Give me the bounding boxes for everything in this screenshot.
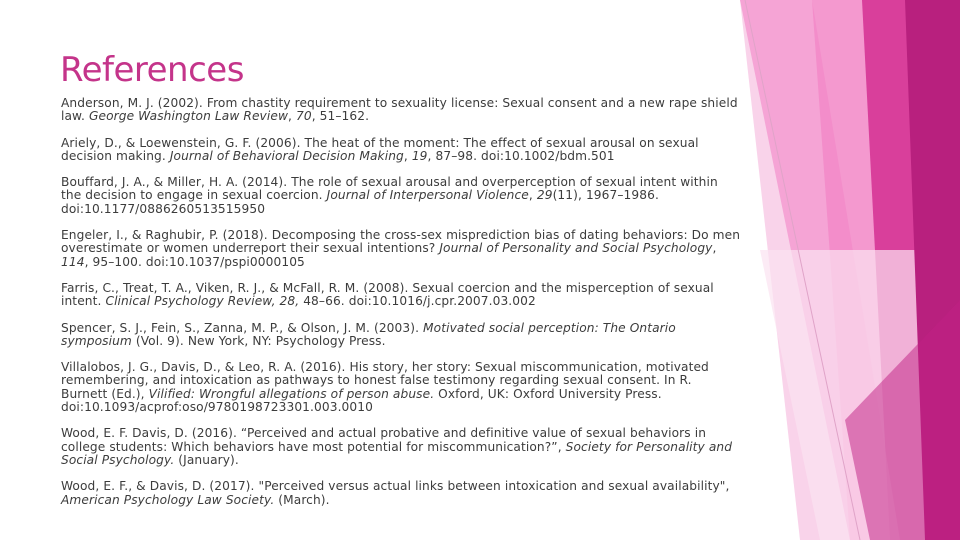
reference-text: , 95–100. doi:10.1037/pspi0000105 <box>84 254 305 269</box>
reference-text: Wood, E. F., & Davis, D. (2017). "Perceived versus actual links between intoxication and sexual availability", <box>61 479 730 494</box>
reference-text: (January). <box>174 452 239 467</box>
reference-text: , <box>528 188 537 203</box>
reference-italic-text: Society for Personality and Social Psychology. <box>61 439 733 467</box>
reference-item <box>61 97 741 124</box>
reference-text: , 87–98. doi:10.1002/bdm.501 <box>427 148 615 163</box>
reference-italic-text: Journal of Personality and Social Psychology <box>439 241 713 256</box>
page-title: References <box>60 50 244 90</box>
reference-italic-text: 114 <box>61 254 85 269</box>
reference-italic-text: Journal of Behavioral Decision Making <box>169 148 404 163</box>
reference-italic-text: American Psychology Law Society. <box>61 492 275 507</box>
reference-italic-text: Clinical Psychology Review, 28, <box>105 294 300 309</box>
reference-text: , 51–162. <box>311 109 370 124</box>
reference-text: (Vol. 9). New York, NY: Psychology Press. <box>131 333 386 348</box>
reference-text: , <box>712 241 717 256</box>
reference-item <box>61 282 741 309</box>
reference-italic-text: George Washington Law Review <box>88 109 289 124</box>
reference-item <box>61 176 741 216</box>
reference-text: , <box>288 109 296 124</box>
reference-text: 48–66. doi:10.1016/j.cpr.2007.03.002 <box>299 294 536 309</box>
reference-list <box>61 97 741 520</box>
reference-item <box>61 229 741 269</box>
reference-text: (11), 1967–1986. doi:10.1177/0886260513515950 <box>61 188 659 216</box>
reference-italic-text: 19 <box>411 148 428 163</box>
reference-text: Bouffard, J. A., & Miller, H. A. (2014). The role of sexual arousal and overperception of sexual intent within the decision to engage in sexual coercion. <box>61 175 718 203</box>
reference-italic-text: Motivated social perception: The Ontario symposium <box>61 320 676 348</box>
reference-text: Spencer, S. J., Fein, S., Zanna, M. P., & Olson, J. M. (2003). <box>61 320 424 335</box>
reference-text: Anderson, M. J. (2002). From chastity requirement to sexuality license: Sexual consent and a new rape shield law. <box>61 96 738 124</box>
reference-italic-text: Journal of Interpersonal Violence <box>326 188 529 203</box>
reference-italic-text: Vilified: Wrongful allegations of person abuse. <box>148 386 435 401</box>
reference-item <box>61 480 741 507</box>
reference-text: Oxford, UK: Oxford University Press. doi:10.1093/acprof:oso/9780198723301.003.0010 <box>61 386 662 415</box>
reference-italic-text: 70 <box>295 109 312 124</box>
reference-italic-text: 29 <box>536 188 553 203</box>
reference-item <box>61 322 741 349</box>
reference-text: Ariely, D., & Loewenstein, G. F. (2006). The heat of the moment: The effect of sexual arousal on sexual decision making. <box>61 135 699 163</box>
reference-text: Engeler, I., & Raghubir, P. (2018). Decomposing the cross-sex misprediction bias of dating behaviors: Do men overestimate or women underreport their sexual intentions? <box>61 228 741 256</box>
reference-text: (March). <box>274 492 330 507</box>
reference-item <box>61 137 741 164</box>
reference-text: Farris, C., Treat, T. A., Viken, R. J., & McFall, R. M. (2008). Sexual coercion and the misperception of sexual intent. <box>61 280 714 309</box>
reference-item <box>61 361 741 414</box>
reference-text: , <box>403 148 412 163</box>
reference-text: Wood, E. F. Davis, D. (2016). “Perceived and actual probative and definitive value of sexual behaviors in college students: Which behaviors have most potential for miscommunication?”, <box>61 426 707 454</box>
reference-item <box>61 427 741 467</box>
reference-text: Villalobos, J. G., Davis, D., & Leo, R. A. (2016). His story, her story: Sexual miscommunication, motivated remembering, and intoxication as pathways to honest false testimony regarding sexual consent. In R. Burnett (Ed.), <box>61 360 709 401</box>
